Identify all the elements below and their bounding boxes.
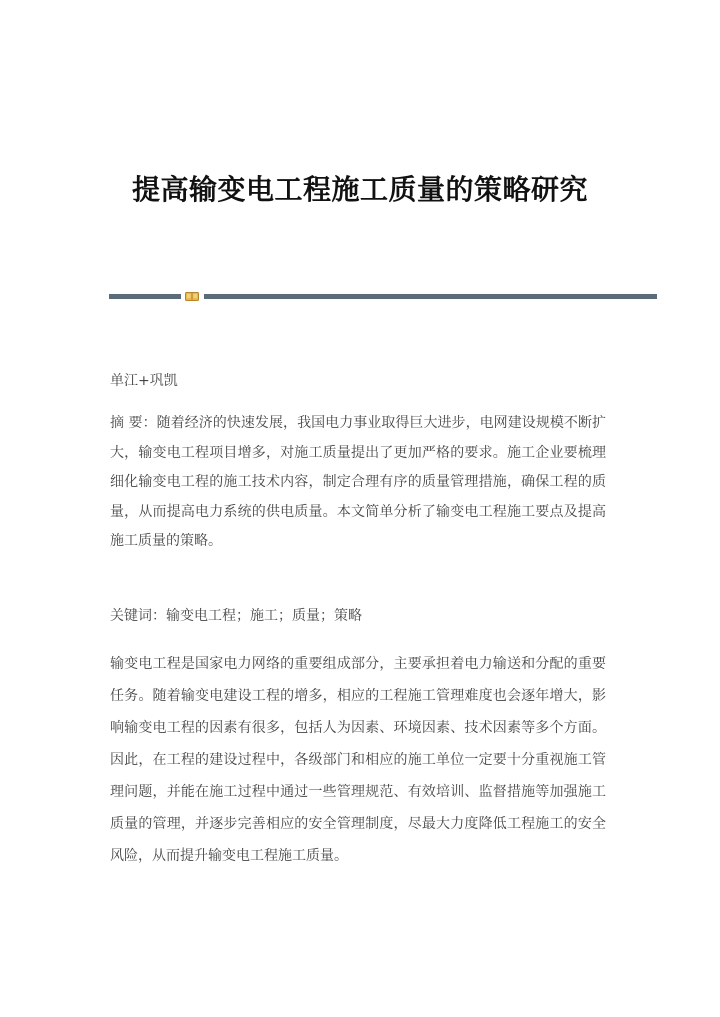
divider-bar-right [204,294,657,299]
body-paragraph: 输变电工程是国家电力网络的重要组成部分，主要承担着电力输送和分配的重要任务。随着输变电建设工程的增多，相应的工程施工管理难度也会逐年增大，影响输变电工程的因素有很多，包括人为因素、环境因素、技术因素等多个方面。因此，在工程的建设过程中，各级部门和相应的施工单位一定要十分重视施工管理问题，并能在施工过程中通过一些管理规范、有效培训、监督措施等加强施工质量的管理，并逐步完善相应的安全管理制度，尽最大力度降低工程施工的安全风险，从而提升输变电工程施工质量。 [110,656,606,864]
keywords-line: 关键词：输变电工程；施工；质量；策略 [110,608,362,624]
book-icon [185,292,199,301]
document-title: 提高输变电工程施工质量的策略研究 [131,173,588,206]
abstract-paragraph: 摘 要：随着经济的快速发展，我国电力事业取得巨大进步，电网建设规模不断扩大，输变电工程项目增多，对施工质量提出了更加严格的要求。施工企业要梳理细化输变电工程的施工技术内容，制定合理有序的质量管理措施，确保工程的质量，从而提高电力系统的供电质量。本文简单分析了输变电工程施工要点及提高施工质量的策略。 [110,415,606,549]
title-divider [109,292,657,300]
author-line: 单江+巩凯 [110,373,178,389]
divider-bar-left [109,294,181,299]
